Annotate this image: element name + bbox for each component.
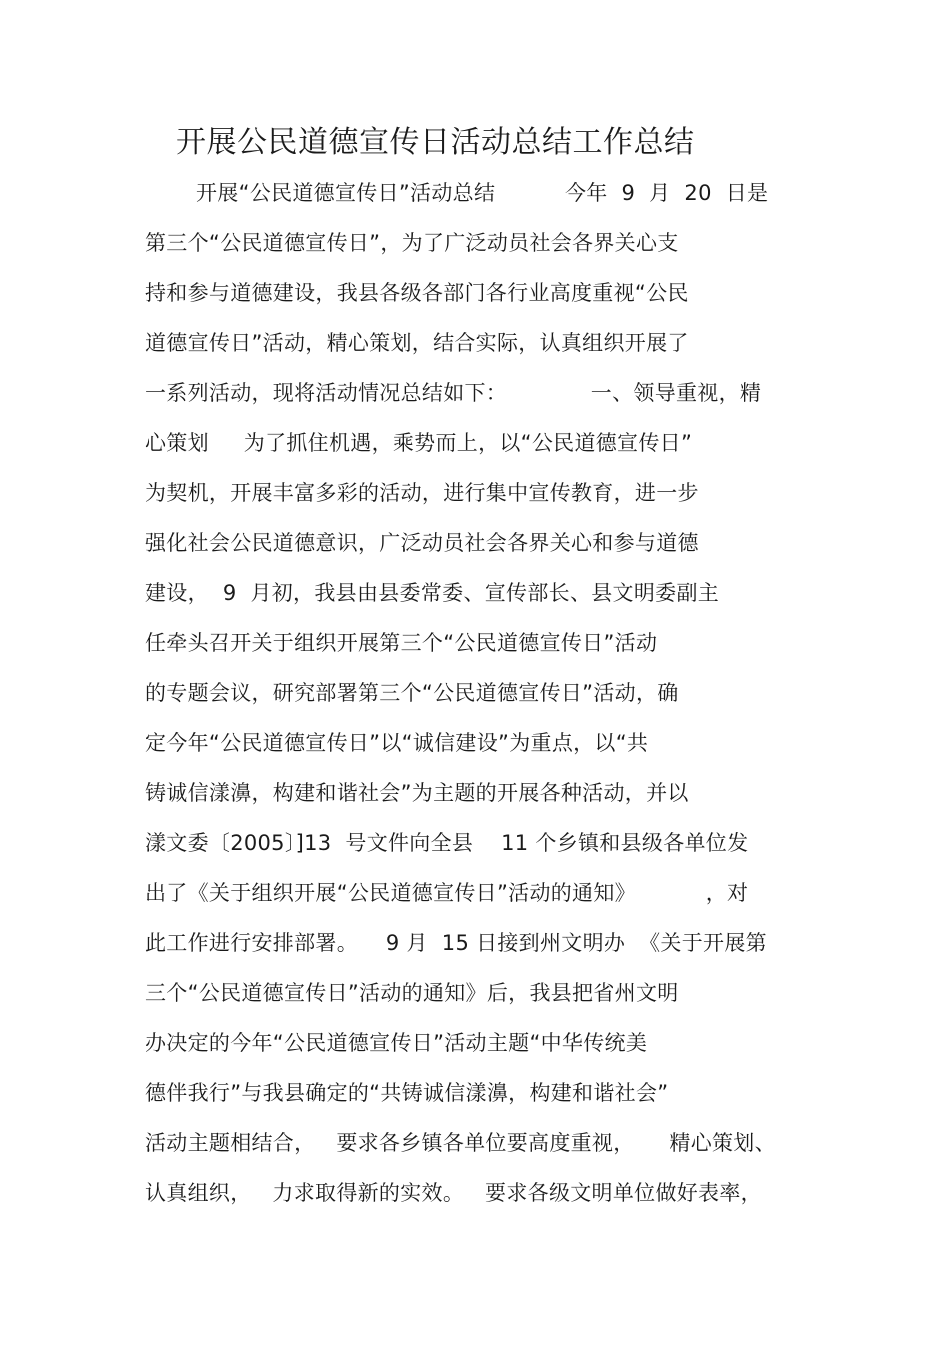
body-line: 漾文委〔2005〕]13 号文件向全县 11 个乡镇和县级各单位发	[145, 831, 749, 855]
document-body	[145, 168, 825, 1218]
body-line: 认真组织， 力求取得新的实效。 要求各级文明单位做好表率，	[145, 1181, 762, 1205]
body-line: 心策划 为了抓住机遇，乘势而上，以“公民道德宣传日”	[145, 431, 693, 455]
body-line: 出了《关于组织开展“公民道德宣传日”活动的通知》 ，对	[145, 881, 749, 905]
body-line: 道德宣传日”活动，精心策划，结合实际，认真组织开展了	[145, 331, 689, 355]
body-line: 为契机，开展丰富多彩的活动，进行集中宣传教育，进一步	[145, 481, 699, 505]
body-line: 强化社会公民道德意识，广泛动员社会各界关心和参与道德	[145, 531, 699, 555]
body-line: 此工作进行安排部署。 9 月 15 日接到州文明办 《关于开展第	[145, 931, 767, 955]
body-line: 开展“公民道德宣传日”活动总结 今年 9 月 20 日是	[196, 181, 769, 205]
body-line: 定今年“公民道德宣传日”以“诚信建设”为重点，以“共	[145, 731, 649, 755]
document-title: 开展公民道德宣传日活动总结工作总结	[176, 125, 695, 160]
body-line: 铸诚信漾濞，构建和谐社会”为主题的开展各种活动，并以	[145, 781, 689, 805]
body-line: 德伴我行”与我县确定的“共铸诚信漾濞，构建和谐社会”	[145, 1081, 669, 1105]
body-line: 办决定的今年“公民道德宣传日”活动主题“中华传统美	[145, 1031, 648, 1055]
body-line: 一系列活动，现将活动情况总结如下： 一、领导重视，精	[145, 381, 762, 405]
body-line: 持和参与道德建设，我县各级各部门各行业高度重视“公民	[145, 281, 689, 305]
body-line: 建设， 9 月初，我县由县委常委、宣传部长、县文明委副主	[145, 581, 720, 605]
body-line: 的专题会议，研究部署第三个“公民道德宣传日”活动，确	[145, 681, 679, 705]
body-line: 三个“公民道德宣传日”活动的通知》后，我县把省州文明	[145, 981, 679, 1005]
body-line: 任牵头召开关于组织开展第三个“公民道德宣传日”活动	[145, 631, 658, 655]
body-line: 第三个“公民道德宣传日”，为了广泛动员社会各界关心支	[145, 231, 679, 255]
body-line: 活动主题相结合， 要求各乡镇各单位要高度重视， 精心策划、	[145, 1131, 776, 1155]
